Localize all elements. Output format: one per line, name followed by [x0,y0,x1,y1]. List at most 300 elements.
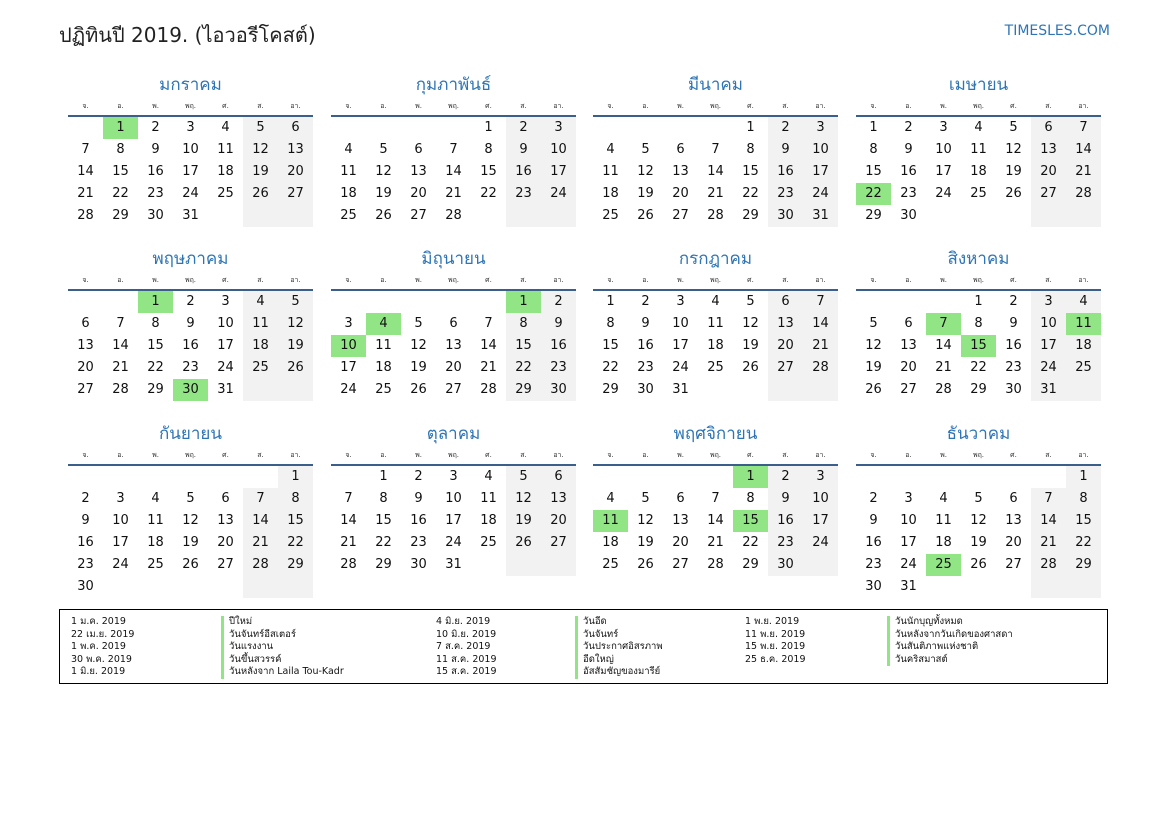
day-cell[interactable]: 13 [1031,139,1066,161]
day-cell[interactable]: 28 [707,557,724,572]
day-cell[interactable]: 21 [243,532,278,554]
day-cell[interactable]: 2 [506,117,541,139]
day-cell[interactable]: 17 [935,164,952,179]
day-cell[interactable]: 3 [939,120,948,135]
day-cell[interactable]: 7 [711,142,720,157]
day-cell[interactable]: 28 [1066,183,1101,205]
day-cell[interactable]: 3 [904,491,913,506]
day-cell[interactable]: 26 [865,382,882,397]
day-cell[interactable]: 22 [480,186,497,201]
day-cell[interactable]: 23 [1005,360,1022,375]
day-cell[interactable]: 28 [112,382,129,397]
day-cell[interactable]: 24 [541,183,576,205]
day-cell[interactable]: 8 [1066,488,1101,510]
day-cell[interactable]: 14 [707,513,724,528]
day-cell[interactable]: 25 [602,208,619,223]
day-cell[interactable]: 22 [602,360,619,375]
day-cell[interactable]: 22 [278,532,313,554]
day-cell[interactable]: 21 [445,186,462,201]
day-cell[interactable]: 9 [904,142,913,157]
day-cell[interactable]: 14 [445,164,462,179]
day-cell[interactable]: 24 [672,360,689,375]
day-cell[interactable]: 8 [746,491,755,506]
day-cell[interactable]: 6 [414,142,423,157]
day-cell[interactable]: 24 [340,382,357,397]
day-cell[interactable]: 19 [506,510,541,532]
day-cell[interactable]: 26 [410,382,427,397]
day-cell[interactable]: 26 [375,208,392,223]
day-cell[interactable]: 27 [217,557,234,572]
day-cell[interactable]: 23 [77,557,94,572]
day-cell[interactable]: 30 [1005,382,1022,397]
day-cell[interactable]: 30 [768,205,803,227]
day-cell[interactable]: 11 [480,491,497,506]
day-cell[interactable]: 4 [974,120,983,135]
day-cell[interactable]: 13 [217,513,234,528]
day-cell[interactable]: 17 [803,161,838,183]
day-cell[interactable]: 5 [186,491,195,506]
day-cell[interactable]: 15 [733,510,768,532]
day-cell[interactable]: 15 [506,335,541,357]
day-cell[interactable]: 23 [541,357,576,379]
day-cell[interactable]: 29 [602,382,619,397]
day-cell[interactable]: 21 [707,535,724,550]
day-cell[interactable]: 10 [803,488,838,510]
day-cell[interactable]: 18 [340,186,357,201]
day-cell[interactable]: 17 [900,535,917,550]
day-cell[interactable]: 28 [803,357,838,379]
day-cell[interactable]: 11 [970,142,987,157]
day-cell[interactable]: 11 [340,164,357,179]
day-cell[interactable]: 24 [803,183,838,205]
day-cell[interactable]: 28 [480,382,497,397]
day-cell[interactable]: 2 [414,469,423,484]
day-cell[interactable]: 1 [103,117,138,139]
day-cell[interactable]: 19 [278,335,313,357]
day-cell[interactable]: 26 [506,532,541,554]
day-cell[interactable]: 3 [186,120,195,135]
day-cell[interactable]: 14 [707,164,724,179]
day-cell[interactable]: 11 [935,513,952,528]
day-cell[interactable]: 3 [676,294,685,309]
day-cell[interactable]: 29 [147,382,164,397]
day-cell[interactable]: 28 [1031,554,1066,576]
day-cell[interactable]: 6 [768,291,803,313]
day-cell[interactable]: 8 [151,316,160,331]
day-cell[interactable]: 20 [445,360,462,375]
day-cell[interactable]: 16 [768,510,803,532]
day-cell[interactable]: 14 [243,510,278,532]
day-cell[interactable]: 24 [182,186,199,201]
day-cell[interactable]: 6 [676,491,685,506]
day-cell[interactable]: 6 [221,491,230,506]
day-cell[interactable]: 28 [243,554,278,576]
day-cell[interactable]: 16 [147,164,164,179]
day-cell[interactable]: 17 [217,338,234,353]
day-cell[interactable]: 26 [278,357,313,379]
day-cell[interactable]: 11 [602,164,619,179]
day-cell[interactable]: 17 [541,161,576,183]
day-cell[interactable]: 5 [869,316,878,331]
day-cell[interactable]: 23 [768,183,803,205]
day-cell[interactable]: 11 [243,313,278,335]
day-cell[interactable]: 7 [926,313,961,335]
day-cell[interactable]: 6 [81,316,90,331]
day-cell[interactable]: 2 [81,491,90,506]
day-cell[interactable]: 9 [768,139,803,161]
day-cell[interactable]: 18 [243,335,278,357]
day-cell[interactable]: 21 [1066,161,1101,183]
day-cell[interactable]: 10 [182,142,199,157]
day-cell[interactable]: 22 [856,183,891,205]
day-cell[interactable]: 20 [410,186,427,201]
day-cell[interactable]: 26 [637,208,654,223]
day-cell[interactable]: 7 [803,291,838,313]
day-cell[interactable]: 31 [217,382,234,397]
day-cell[interactable]: 22 [506,357,541,379]
day-cell[interactable]: 18 [970,164,987,179]
day-cell[interactable]: 27 [768,357,803,379]
day-cell[interactable]: 26 [637,557,654,572]
day-cell[interactable]: 23 [147,186,164,201]
day-cell[interactable]: 5 [506,466,541,488]
day-cell[interactable]: 19 [410,360,427,375]
day-cell[interactable]: 3 [116,491,125,506]
day-cell[interactable]: 12 [1005,142,1022,157]
day-cell[interactable]: 30 [768,554,803,576]
day-cell[interactable]: 6 [904,316,913,331]
day-cell[interactable]: 9 [768,488,803,510]
day-cell[interactable]: 19 [637,186,654,201]
day-cell[interactable]: 10 [112,513,129,528]
day-cell[interactable]: 31 [900,579,917,594]
day-cell[interactable]: 12 [865,338,882,353]
day-cell[interactable]: 20 [672,535,689,550]
day-cell[interactable]: 21 [707,186,724,201]
day-cell[interactable]: 3 [803,117,838,139]
day-cell[interactable]: 18 [935,535,952,550]
day-cell[interactable]: 2 [151,120,160,135]
day-cell[interactable]: 26 [182,557,199,572]
day-cell[interactable]: 4 [151,491,160,506]
day-cell[interactable]: 24 [445,535,462,550]
day-cell[interactable]: 15 [602,338,619,353]
day-cell[interactable]: 18 [147,535,164,550]
day-cell[interactable]: 16 [182,338,199,353]
day-cell[interactable]: 27 [900,382,917,397]
day-cell[interactable]: 26 [243,183,278,205]
day-cell[interactable]: 2 [768,117,803,139]
day-cell[interactable]: 6 [1009,491,1018,506]
day-cell[interactable]: 6 [278,117,313,139]
day-cell[interactable]: 16 [637,338,654,353]
day-cell[interactable]: 4 [366,313,401,335]
day-cell[interactable]: 20 [541,510,576,532]
day-cell[interactable]: 1 [733,466,768,488]
day-cell[interactable]: 12 [637,164,654,179]
day-cell[interactable]: 11 [593,510,628,532]
day-cell[interactable]: 5 [641,142,650,157]
day-cell[interactable]: 4 [1066,291,1101,313]
day-cell[interactable]: 19 [865,360,882,375]
day-cell[interactable]: 9 [414,491,423,506]
day-cell[interactable]: 21 [1031,532,1066,554]
day-cell[interactable]: 24 [900,557,917,572]
day-cell[interactable]: 25 [926,554,961,576]
day-cell[interactable]: 12 [182,513,199,528]
day-cell[interactable]: 15 [112,164,129,179]
day-cell[interactable]: 16 [1005,338,1022,353]
day-cell[interactable]: 15 [742,164,759,179]
day-cell[interactable]: 29 [375,557,392,572]
day-cell[interactable]: 2 [904,120,913,135]
day-cell[interactable]: 7 [711,491,720,506]
day-cell[interactable]: 29 [1066,554,1101,576]
day-cell[interactable]: 19 [637,535,654,550]
day-cell[interactable]: 2 [641,294,650,309]
day-cell[interactable]: 20 [217,535,234,550]
day-cell[interactable]: 18 [480,513,497,528]
day-cell[interactable]: 8 [506,313,541,335]
day-cell[interactable]: 26 [1005,186,1022,201]
day-cell[interactable]: 27 [1031,183,1066,205]
day-cell[interactable]: 22 [375,535,392,550]
day-cell[interactable]: 27 [278,183,313,205]
day-cell[interactable]: 6 [449,316,458,331]
day-cell[interactable]: 27 [672,557,689,572]
day-cell[interactable]: 3 [449,469,458,484]
day-cell[interactable]: 5 [243,117,278,139]
day-cell[interactable]: 22 [970,360,987,375]
day-cell[interactable]: 10 [900,513,917,528]
day-cell[interactable]: 12 [410,338,427,353]
day-cell[interactable]: 23 [768,532,803,554]
day-cell[interactable]: 15 [480,164,497,179]
day-cell[interactable]: 5 [641,491,650,506]
day-cell[interactable]: 11 [1066,313,1101,335]
day-cell[interactable]: 16 [410,513,427,528]
day-cell[interactable]: 10 [331,335,366,357]
day-cell[interactable]: 1 [379,469,388,484]
day-cell[interactable]: 25 [480,535,497,550]
day-cell[interactable]: 18 [602,535,619,550]
day-cell[interactable]: 13 [541,488,576,510]
day-cell[interactable]: 2 [869,491,878,506]
day-cell[interactable]: 20 [77,360,94,375]
day-cell[interactable]: 10 [803,139,838,161]
day-cell[interactable]: 13 [672,513,689,528]
day-cell[interactable]: 23 [182,360,199,375]
day-cell[interactable]: 1 [606,294,615,309]
day-cell[interactable]: 2 [1009,294,1018,309]
day-cell[interactable]: 7 [344,491,353,506]
day-cell[interactable]: 1 [138,291,173,313]
day-cell[interactable]: 18 [375,360,392,375]
day-cell[interactable]: 19 [1005,164,1022,179]
day-cell[interactable]: 24 [112,557,129,572]
day-cell[interactable]: 15 [1066,510,1101,532]
day-cell[interactable]: 29 [865,208,882,223]
day-cell[interactable]: 29 [112,208,129,223]
day-cell[interactable]: 30 [541,379,576,401]
day-cell[interactable]: 30 [637,382,654,397]
day-cell[interactable]: 8 [484,142,493,157]
day-cell[interactable]: 17 [1031,335,1066,357]
day-cell[interactable]: 3 [541,117,576,139]
day-cell[interactable]: 13 [900,338,917,353]
day-cell[interactable]: 26 [742,360,759,375]
day-cell[interactable]: 17 [340,360,357,375]
day-cell[interactable]: 8 [869,142,878,157]
day-cell[interactable]: 21 [77,186,94,201]
day-cell[interactable]: 14 [803,313,838,335]
day-cell[interactable]: 13 [445,338,462,353]
day-cell[interactable]: 1 [746,120,755,135]
day-cell[interactable]: 8 [746,142,755,157]
day-cell[interactable]: 19 [375,186,392,201]
day-cell[interactable]: 25 [970,186,987,201]
brand-link[interactable]: TIMESLES.COM [1004,23,1110,39]
day-cell[interactable]: 12 [637,513,654,528]
day-cell[interactable]: 8 [278,488,313,510]
day-cell[interactable]: 25 [217,186,234,201]
day-cell[interactable]: 28 [935,382,952,397]
day-cell[interactable]: 14 [112,338,129,353]
day-cell[interactable]: 19 [742,338,759,353]
day-cell[interactable]: 1 [974,294,983,309]
day-cell[interactable]: 30 [900,208,917,223]
day-cell[interactable]: 1 [869,120,878,135]
day-cell[interactable]: 24 [217,360,234,375]
day-cell[interactable]: 27 [541,532,576,554]
day-cell[interactable]: 20 [1031,161,1066,183]
day-cell[interactable]: 29 [742,208,759,223]
day-cell[interactable]: 1 [1066,466,1101,488]
day-cell[interactable]: 27 [672,208,689,223]
day-cell[interactable]: 3 [1031,291,1066,313]
day-cell[interactable]: 9 [641,316,650,331]
day-cell[interactable]: 15 [375,513,392,528]
day-cell[interactable]: 18 [707,338,724,353]
day-cell[interactable]: 23 [637,360,654,375]
day-cell[interactable]: 22 [1066,532,1101,554]
day-cell[interactable]: 4 [606,491,615,506]
day-cell[interactable]: 21 [935,360,952,375]
day-cell[interactable]: 13 [278,139,313,161]
day-cell[interactable]: 26 [970,557,987,572]
day-cell[interactable]: 25 [707,360,724,375]
day-cell[interactable]: 23 [900,186,917,201]
day-cell[interactable]: 6 [541,466,576,488]
day-cell[interactable]: 23 [865,557,882,572]
day-cell[interactable]: 30 [147,208,164,223]
day-cell[interactable]: 28 [340,557,357,572]
day-cell[interactable]: 18 [1066,335,1101,357]
day-cell[interactable]: 8 [606,316,615,331]
day-cell[interactable]: 1 [484,120,493,135]
day-cell[interactable]: 4 [221,120,230,135]
day-cell[interactable]: 17 [803,510,838,532]
day-cell[interactable]: 22 [742,535,759,550]
day-cell[interactable]: 6 [676,142,685,157]
day-cell[interactable]: 20 [278,161,313,183]
day-cell[interactable]: 21 [340,535,357,550]
day-cell[interactable]: 18 [602,186,619,201]
day-cell[interactable]: 24 [803,532,838,554]
day-cell[interactable]: 15 [865,164,882,179]
day-cell[interactable]: 1 [278,466,313,488]
day-cell[interactable]: 5 [414,316,423,331]
day-cell[interactable]: 30 [77,579,94,594]
day-cell[interactable]: 17 [182,164,199,179]
day-cell[interactable]: 3 [803,466,838,488]
day-cell[interactable]: 29 [506,379,541,401]
day-cell[interactable]: 7 [484,316,493,331]
day-cell[interactable]: 2 [768,466,803,488]
day-cell[interactable]: 24 [935,186,952,201]
day-cell[interactable]: 5 [379,142,388,157]
day-cell[interactable]: 31 [1031,379,1066,401]
day-cell[interactable]: 4 [484,469,493,484]
day-cell[interactable]: 16 [77,535,94,550]
day-cell[interactable]: 4 [711,294,720,309]
day-cell[interactable]: 16 [541,335,576,357]
day-cell[interactable]: 21 [112,360,129,375]
day-cell[interactable]: 16 [900,164,917,179]
day-cell[interactable]: 5 [1009,120,1018,135]
day-cell[interactable]: 10 [935,142,952,157]
day-cell[interactable]: 21 [480,360,497,375]
day-cell[interactable]: 9 [1009,316,1018,331]
day-cell[interactable]: 3 [344,316,353,331]
day-cell[interactable]: 5 [746,294,755,309]
day-cell[interactable]: 31 [445,557,462,572]
day-cell[interactable]: 30 [865,579,882,594]
day-cell[interactable]: 12 [970,513,987,528]
day-cell[interactable]: 11 [707,316,724,331]
day-cell[interactable]: 18 [217,164,234,179]
day-cell[interactable]: 14 [340,513,357,528]
day-cell[interactable]: 27 [1005,557,1022,572]
day-cell[interactable]: 6 [1031,117,1066,139]
day-cell[interactable]: 9 [506,139,541,161]
day-cell[interactable]: 11 [147,513,164,528]
day-cell[interactable]: 31 [182,208,199,223]
day-cell[interactable]: 24 [1031,357,1066,379]
day-cell[interactable]: 31 [803,205,838,227]
day-cell[interactable]: 25 [375,382,392,397]
day-cell[interactable]: 7 [1031,488,1066,510]
day-cell[interactable]: 12 [243,139,278,161]
day-cell[interactable]: 13 [1005,513,1022,528]
day-cell[interactable]: 7 [81,142,90,157]
day-cell[interactable]: 2 [186,294,195,309]
day-cell[interactable]: 13 [410,164,427,179]
day-cell[interactable]: 11 [217,142,234,157]
day-cell[interactable]: 15 [147,338,164,353]
day-cell[interactable]: 20 [1005,535,1022,550]
day-cell[interactable]: 12 [278,313,313,335]
day-cell[interactable]: 10 [1031,313,1066,335]
day-cell[interactable]: 20 [672,186,689,201]
day-cell[interactable]: 10 [217,316,234,331]
day-cell[interactable]: 21 [803,335,838,357]
day-cell[interactable]: 15 [278,510,313,532]
day-cell[interactable]: 14 [1066,139,1101,161]
day-cell[interactable]: 14 [77,164,94,179]
day-cell[interactable]: 11 [375,338,392,353]
day-cell[interactable]: 7 [243,488,278,510]
